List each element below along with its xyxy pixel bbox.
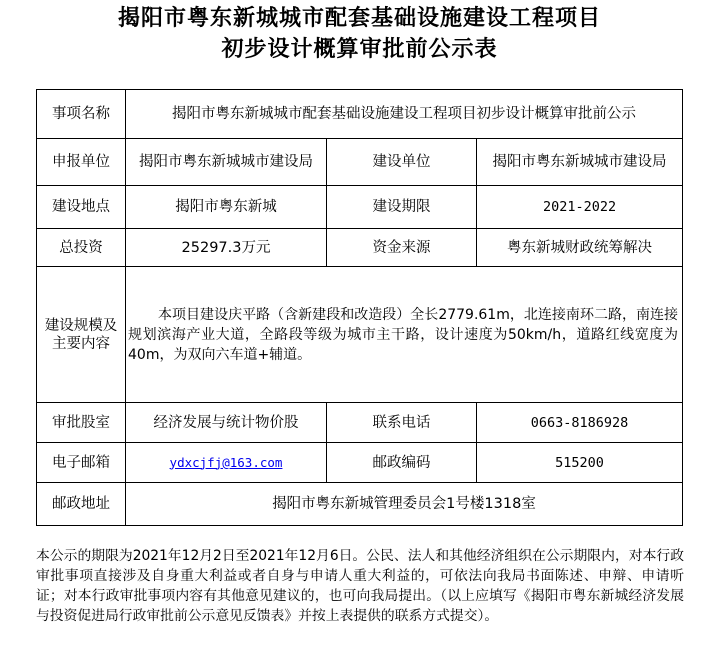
item-name-label: 事项名称 <box>37 90 126 139</box>
funding-label: 资金来源 <box>327 229 477 267</box>
scale-value: 本项目建设庆平路（含新建段和改造段）全长2779.61m，北连接南环二路，南连接规划滨海产业大道，全路段等级为城市主干路，设计速度为50km/h，道路红线宽度为40m，为双向六车道+辅道。 <box>128 306 679 363</box>
builder-value: 揭阳市粤东新城城市建设局 <box>477 139 683 186</box>
location-value: 揭阳市粤东新城 <box>126 186 327 229</box>
builder-label: 建设单位 <box>327 139 477 186</box>
notice-text: 本公示的期限为2021年12月2日至2021年12月6日。公民、法人和其他经济组织在公示期限内，对本行政审批事项直接涉及自身重大利益或者自身与申请人重大利益的，可依法向我局书面陈述、申辩、申请听证；对本行政审批事项内容有其他意见建议的，也可向我局提出。（以上应填写《揭阳市粤东新城经济发展与投资促进局行政审批前公示意见反馈表》并按上表提供的联系方式提交）。 <box>36 548 684 624</box>
investment-value: 25297.3万元 <box>126 229 327 267</box>
item-name-value: 揭阳市粤东新城城市配套基础设施建设工程项目初步设计概算审批前公示 <box>126 90 683 139</box>
investment-label: 总投资 <box>37 229 126 267</box>
row-scale <box>37 267 683 403</box>
page-title: 揭阳市粤东新城城市配套基础设施建设工程项目 <box>117 5 601 31</box>
publicity-table <box>36 89 683 526</box>
address-label: 邮政地址 <box>37 483 126 526</box>
address-value: 揭阳市粤东新城管理委员会1号楼1318室 <box>126 483 683 526</box>
phone-value: 0663-8186928 <box>477 403 683 443</box>
row-location <box>37 186 683 229</box>
postcode-value: 515200 <box>477 443 683 483</box>
row-applicant <box>37 139 683 186</box>
period-label: 建设期限 <box>327 186 477 229</box>
email-label: 电子邮箱 <box>37 443 126 483</box>
row-email <box>37 443 683 483</box>
location-label: 建设地点 <box>37 186 126 229</box>
row-item-name <box>37 90 683 139</box>
period-value: 2021-2022 <box>477 186 683 229</box>
scale-label: 建设规模及主要内容 <box>37 267 126 403</box>
office-value: 经济发展与统计物价股 <box>126 403 327 443</box>
postcode-label: 邮政编码 <box>327 443 477 483</box>
applicant-label: 申报单位 <box>37 139 126 186</box>
scale-description <box>126 267 683 403</box>
row-investment <box>37 229 683 267</box>
row-office <box>37 403 683 443</box>
office-label: 审批股室 <box>37 403 126 443</box>
phone-label: 联系电话 <box>327 403 477 443</box>
email-cell <box>126 443 327 483</box>
page-subtitle: 初步设计概算审批前公示表 <box>221 36 498 62</box>
funding-value: 粤东新城财政统筹解决 <box>477 229 683 267</box>
row-address <box>37 483 683 526</box>
email-link[interactable]: ydxcjfj@163.com <box>169 454 283 470</box>
applicant-value: 揭阳市粤东新城城市建设局 <box>126 139 327 186</box>
